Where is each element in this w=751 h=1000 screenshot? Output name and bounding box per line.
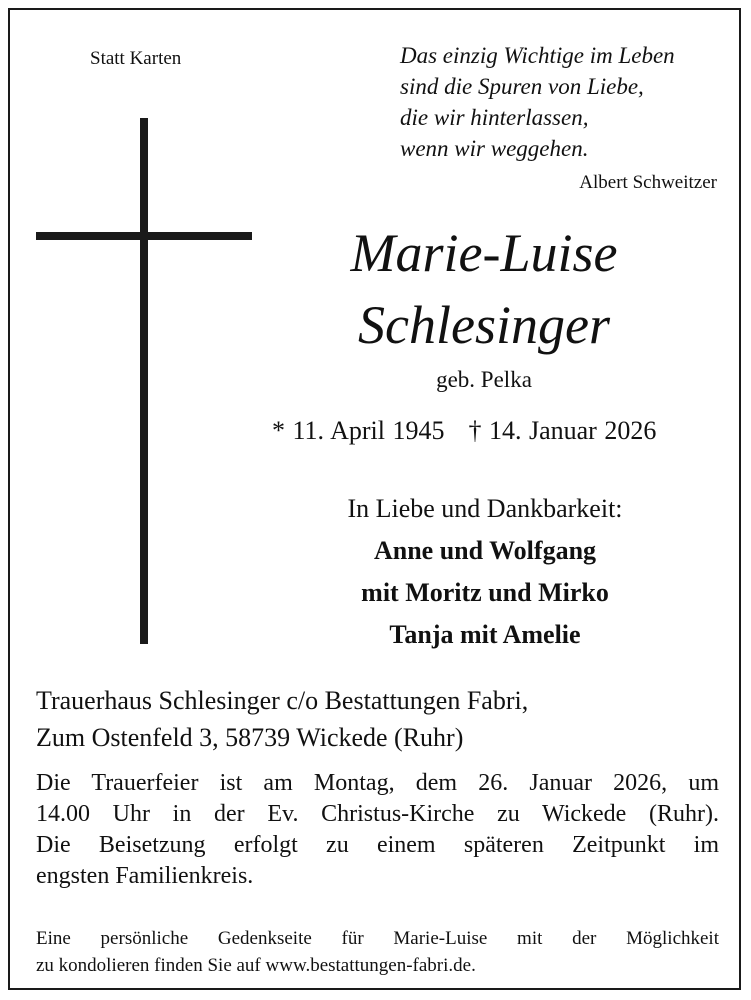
- quote-line: die wir hinterlassen,: [400, 105, 589, 130]
- birth-date: * 11. April 1945: [272, 416, 445, 445]
- address-line: Trauerhaus Schlesinger c/o Bestattungen Fabri,: [36, 686, 529, 715]
- mourner-line: mit Moritz und Mirko: [361, 578, 609, 607]
- memorial-page-info: [36, 925, 719, 979]
- service-line: 14.00 Uhr in der Ev. Christus-Kirche zu Wickede (Ruhr).: [36, 801, 719, 827]
- quote-line: sind die Spuren von Liebe,: [400, 74, 644, 99]
- birth-name: geb. Pelka: [436, 367, 532, 392]
- service-line: Die Trauerfeier ist am Montag, dem 26. Januar 2026, um: [36, 770, 719, 796]
- death-date: † 14. Januar 2026: [468, 416, 657, 445]
- service-info: [36, 768, 719, 892]
- mourning-address: [36, 682, 528, 756]
- quote: [400, 40, 675, 164]
- address-line: Zum Ostenfeld 3, 58739 Wickede (Ruhr): [36, 723, 464, 752]
- mourner-line: Anne und Wolfgang: [373, 536, 597, 565]
- quote-line: wenn wir weggehen.: [400, 136, 589, 161]
- service-line: engsten Familienkreis.: [36, 863, 254, 889]
- obituary-notice: [8, 8, 741, 990]
- memorial-line: Eine persönliche Gedenkseite für Marie-Luise mit der Möglichkeit: [36, 928, 719, 949]
- life-dates: [272, 416, 656, 446]
- deceased-first-name: Marie-Luise: [350, 223, 618, 283]
- quote-author: Albert Schweitzer: [579, 172, 717, 193]
- mourners-intro: In Liebe und Dankbarkeit:: [347, 494, 623, 523]
- deceased-last-name: Schlesinger: [358, 295, 610, 355]
- service-line: Die Beisetzung erfolgt zu einem späteren Zeitpunkt im: [36, 832, 719, 858]
- quote-line: Das einzig Wichtige im Leben: [400, 43, 675, 68]
- mourner-line: Tanja mit Amelie: [389, 620, 581, 649]
- statt-karten-label: Statt Karten: [90, 48, 182, 69]
- cross-icon-bar: [36, 232, 252, 240]
- cross-icon: [140, 118, 148, 644]
- memorial-line: zu kondolieren finden Sie auf www.bestattungen-fabri.de.: [36, 955, 476, 976]
